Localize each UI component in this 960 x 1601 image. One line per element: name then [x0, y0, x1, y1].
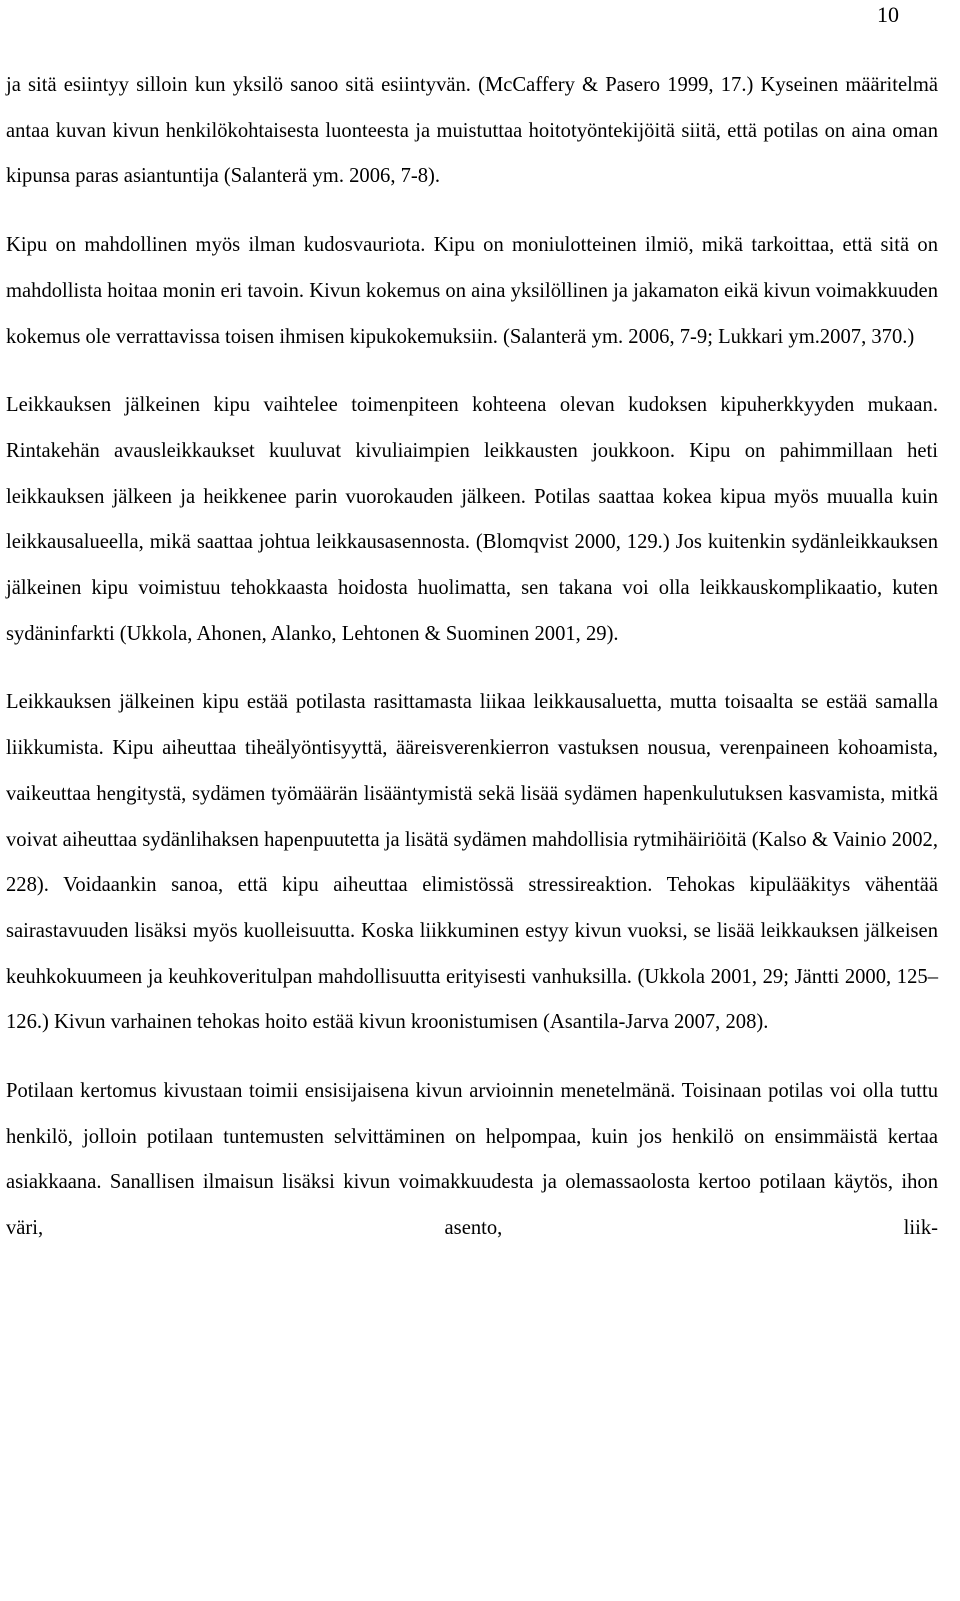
paragraph-5: Potilaan kertomus kivustaan toimii ensisijaisena kivun arvioinnin menetelmänä. Toisinaan potilas voi olla tuttu henkilö, jolloin potilaan tuntemusten selvittäminen on helpompaa, kuin jos henkilö on ensimmäistä kertaa asiakkaana. Sanallisen ilmaisun lisäksi kivun voimakkuudesta ja olemassaolosta kertoo potilaan käytös, ihon väri, asento, liik- [6, 1080, 938, 1240]
paragraph-1: ja sitä esiintyy silloin kun yksilö sanoo sitä esiintyvän. (McCaffery & Pasero 1999, 17.) Kyseinen määritelmä antaa kuvan kivun henkilökohtaisesta luonteesta ja muistuttaa hoitotyöntekijöitä siitä, että potilas on aina oman kipunsa paras asiantuntija (Salanterä ym. 2006, 7-8). [6, 74, 938, 188]
paragraph-4: Leikkauksen jälkeinen kipu estää potilasta rasittamasta liikaa leikkausaluetta, mutta toisaalta se estää samalla liikkumista. Kipu aiheuttaa tiheälyöntisyyttä, ääreisverenkierron vastuksen nousua, verenpaineen kohoamista, vaikeuttaa hengitystä, sydämen työmäärän lisääntymistä sekä lisää sydämen hapenkulutuksen kasvamista, mitkä voivat aiheuttaa sydänlihaksen hapenpuutetta ja lisätä sydämen mahdollisia rytmihäiriöitä (Kalso & Vainio 2002, 228). Voidaankin sanoa, että kipu aiheuttaa elimistössä stressireaktion. Tehokas kipulääkitys vähentää sairastavuuden lisäksi myös kuolleisuutta. Koska liikkuminen estyy kivun vuoksi, se lisää leikkauksen jälkeisen keuhkokuumeen ja keuhkoveritulpan mahdollisuutta erityisesti vanhuksilla. (Ukkola 2001, 29; Jäntti 2000, 125–126.) Kivun varhainen tehokas hoito estää kivun kroonistumisen (Asantila-Jarva 2007, 208). [6, 691, 938, 1034]
paragraph-gap [6, 360, 938, 383]
paragraph-gap [6, 200, 938, 223]
paragraph-3: Leikkauksen jälkeinen kipu vaihtelee toimenpiteen kohteena olevan kudoksen kipuherkkyyden mukaan. Rintakehän avausleikkaukset kuuluvat kivuliaimpien leikkausten joukkoon. Kipu on pahimmillaan heti leikkauksen jälkeen ja heikkenee parin vuorokauden jälkeen. Potilas saattaa kokea kipua myös muualla kuin leikkausalueella, mikä saattaa johtua leikkausasennosta. (Blomqvist 2000, 129.) Jos kuitenkin sydänleikkauksen jälkeinen kipu voimistuu tehokkaasta hoidosta huolimatta, sen takana voi olla leikkauskomplikaatio, kuten sydäninfarkti (Ukkola, Ahonen, Alanko, Lehtonen & Suominen 2001, 29). [6, 394, 938, 645]
paragraph-gap [6, 1046, 938, 1069]
paragraph-gap [6, 657, 938, 680]
paragraph-2: Kipu on mahdollinen myös ilman kudosvauriota. Kipu on moniulotteinen ilmiö, mikä tarkoittaa, että sitä on mahdollista hoitaa monin eri tavoin. Kivun kokemus on aina yksilöllinen ja jakamaton eikä kivun voimakkuuden kokemus ole verrattavissa toisen ihmisen kipukokemuksiin. (Salanterä ym. 2006, 7-9; Lukkari ym.2007, 370.) [6, 234, 938, 348]
body-text [6, 63, 938, 1252]
page-number: 10 [877, 2, 899, 27]
